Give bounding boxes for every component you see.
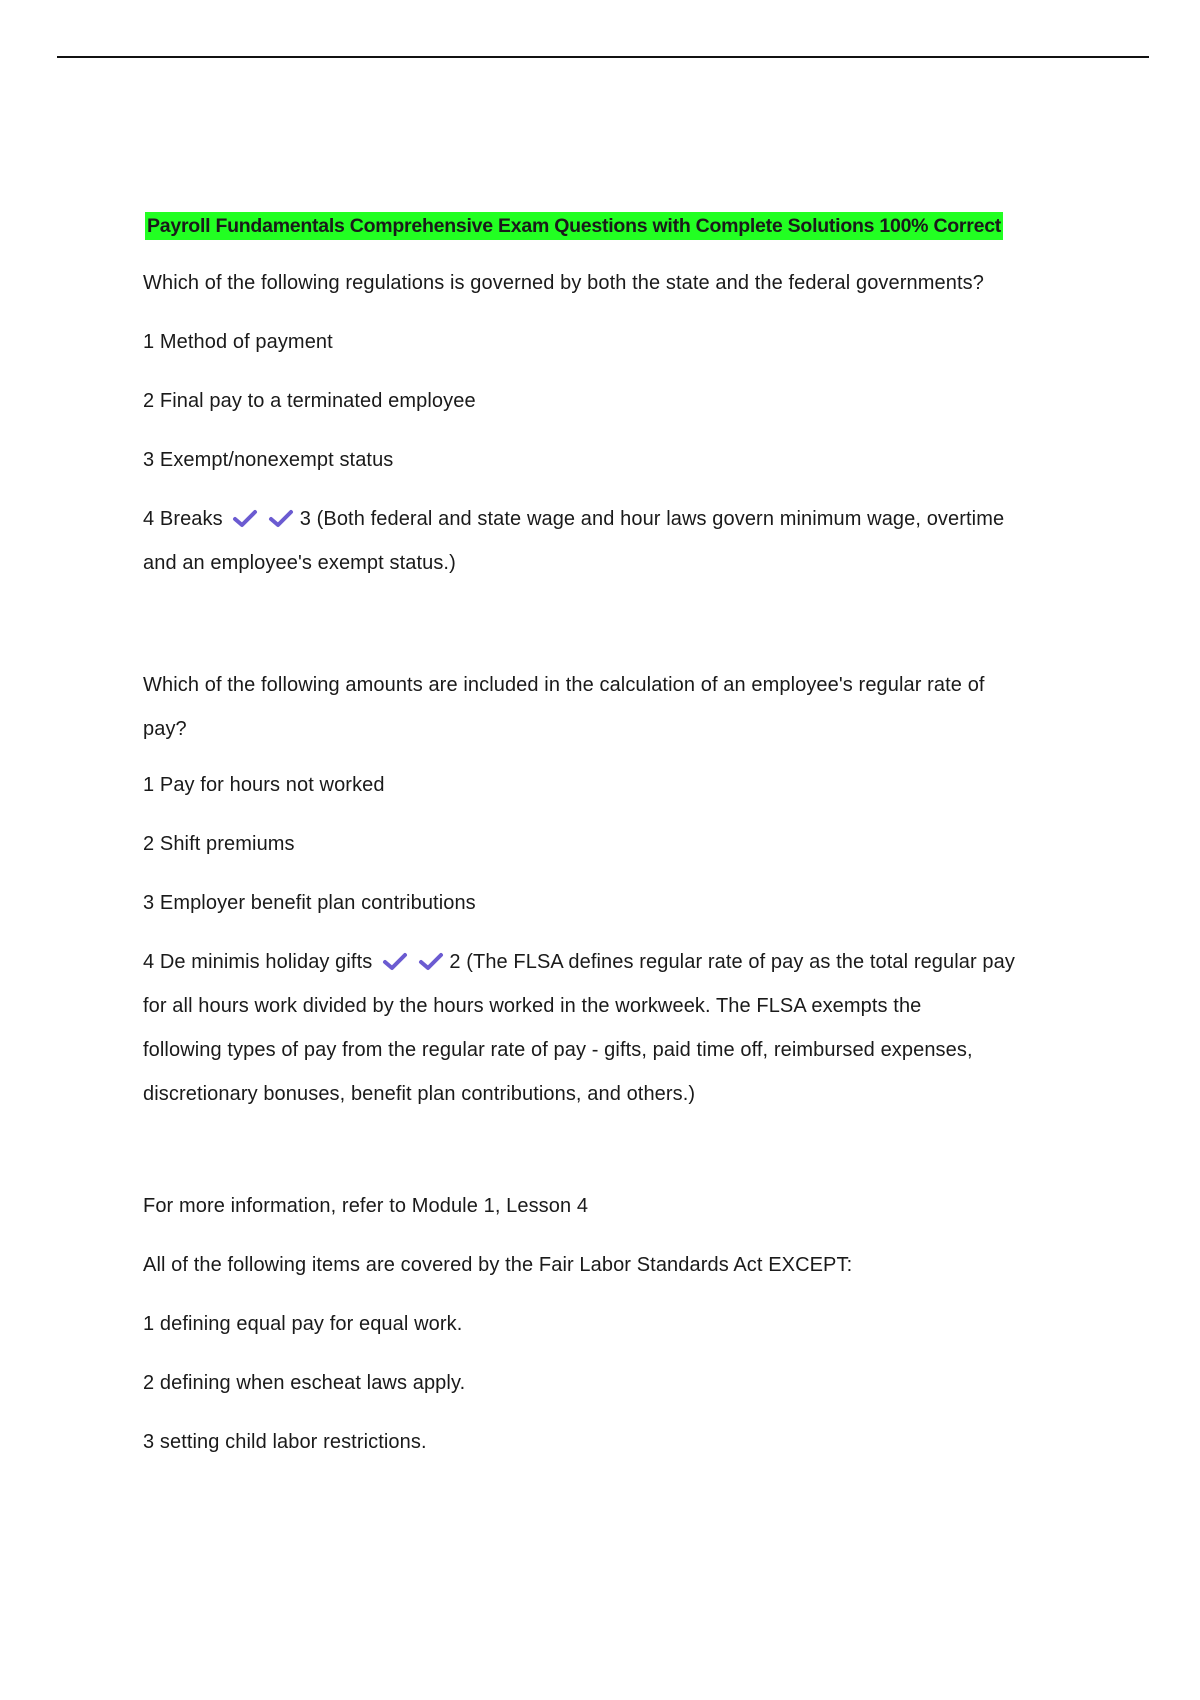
option-1: 1 defining equal pay for equal work. <box>143 1313 463 1335</box>
question-text: Which of the following regulations is governed by both the state and the federal governments? <box>143 272 984 294</box>
option-2: 2 defining when escheat laws apply. <box>143 1372 466 1394</box>
option-4: 4 Breaks <box>143 508 223 530</box>
option-3: 3 setting child labor restrictions. <box>143 1431 427 1453</box>
checkmark-icon <box>268 509 294 529</box>
option-2: 2 Final pay to a terminated employee <box>143 390 476 412</box>
option-2: 2 Shift premiums <box>143 833 295 855</box>
title-row <box>145 212 1063 248</box>
answer-text-line-2: for all hours work divided by the hours worked in the workweek. The FLSA exempts the <box>143 995 922 1017</box>
checkmark-icon <box>418 952 444 972</box>
answer-text-line-3: following types of pay from the regular rate of pay - gifts, paid time off, reimbursed expenses, <box>143 1039 973 1061</box>
answer-text: 2 (The FLSA defines regular rate of pay as the total regular pay <box>449 951 1015 973</box>
question-block-1 <box>143 271 1063 585</box>
question-text-line-2: pay? <box>143 718 187 740</box>
question-text-line-1: Which of the following amounts are included in the calculation of an employee's regular rate of <box>143 674 985 696</box>
option-3: 3 Employer benefit plan contributions <box>143 892 476 914</box>
option-4-with-answer <box>143 497 1063 585</box>
checkmark-icon <box>382 952 408 972</box>
question-text <box>143 663 1063 751</box>
option-4: 4 De minimis holiday gifts <box>143 951 373 973</box>
option-3: 3 Exempt/nonexempt status <box>143 449 394 471</box>
document-title: Payroll Fundamentals Comprehensive Exam Questions with Complete Solutions 100% Correct <box>145 212 1003 240</box>
question-block-2 <box>143 663 1063 1116</box>
answer-text-line-4: discretionary bonuses, benefit plan contributions, and others.) <box>143 1083 696 1105</box>
question-text: All of the following items are covered by the Fair Labor Standards Act EXCEPT: <box>143 1254 853 1276</box>
option-1: 1 Pay for hours not worked <box>143 774 385 796</box>
reference-note: For more information, refer to Module 1, Lesson 4 <box>143 1195 589 1217</box>
question-block-3 <box>143 1253 1063 1455</box>
option-1: 1 Method of payment <box>143 331 333 353</box>
answer-text-continued: and an employee's exempt status.) <box>143 552 456 574</box>
option-4-with-answer <box>143 940 1063 1116</box>
document-body <box>143 212 1063 1455</box>
spacer <box>143 1116 1063 1194</box>
checkmark-icon <box>232 509 258 529</box>
spacer <box>143 585 1063 663</box>
header-rule <box>57 56 1149 58</box>
answer-text: 3 (Both federal and state wage and hour laws govern minimum wage, overtime <box>299 508 1005 530</box>
